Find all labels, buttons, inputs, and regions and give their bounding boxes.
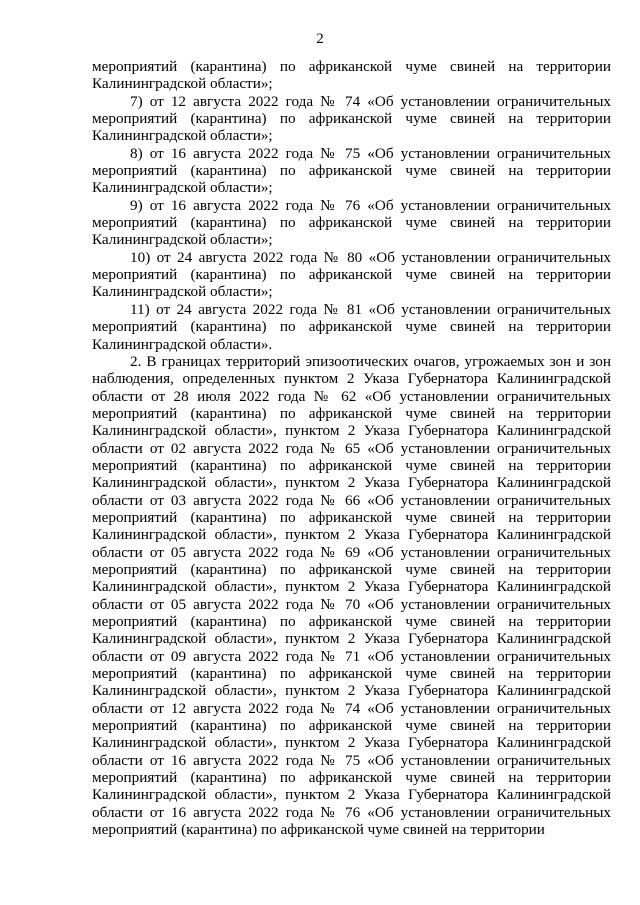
list-item-9: 9) от 16 августа 2022 года № 76 «Об установлении ограничительных мероприятий (карантина) по африканской чуме свиней на территории Калининградской области»;: [92, 196, 611, 249]
list-item-8: 8) от 16 августа 2022 года № 75 «Об установлении ограничительных мероприятий (карантина) по африканской чуме свиней на территории Калининградской области»;: [92, 144, 611, 197]
document-body: [92, 58, 611, 838]
list-item-7: 7) от 12 августа 2022 года № 74 «Об установлении ограничительных мероприятий (карантина) по африканской чуме свиней на территории Калининградской области»;: [92, 92, 611, 145]
list-item-10: 10) от 24 августа 2022 года № 80 «Об установлении ограничительных мероприятий (карантина) по африканской чуме свиней на территории Калининградской области»;: [92, 248, 611, 301]
paragraph-continuation: мероприятий (карантина) по африканской чуме свиней на территории Калининградской области»;: [92, 58, 611, 93]
page-number: 2: [316, 31, 324, 47]
list-item-11: 11) от 24 августа 2022 года № 81 «Об установлении ограничительных мероприятий (карантина) по африканской чуме свиней на территории Калининградской области».: [92, 300, 611, 353]
clause-2-paragraph: 2. В границах территорий эпизоотических очагов, угрожаемых зон и зон наблюдения, определенных пунктом 2 Указа Губернатора Калининградской области от 28 июля 2022 года № 62 «Об установлении ограничительных мероприятий (карантина) по африканской чуме свиней на территории Калининградской области», пунктом 2 Указа Губернатора Калининградской области от 02 августа 2022 года № 65 «Об установлении ограничительных мероприятий (карантина) по африканской чуме свиней на территории Калининградской области», пунктом 2 Указа Губернатора Калининградской области от 03 августа 2022 года № 66 «Об установлении ограничительных мероприятий (карантина) по африканской чуме свиней на территории Калининградской области», пунктом 2 Указа Губернатора Калининградской области от 05 августа 2022 года № 69 «Об установлении ограничительных мероприятий (карантина) по африканской чуме свиней на территории Калининградской области», пунктом 2 Указа Губернатора Калининградской области от 05 августа 2022 года № 70 «Об установлении ограничительных мероприятий (карантина) по африканской чуме свиней на территории Калининградской области», пунктом 2 Указа Губернатора Калининградской области от 09 августа 2022 года № 71 «Об установлении ограничительных мероприятий (карантина) по африканской чуме свиней на территории Калининградской области», пунктом 2 Указа Губернатора Калининградской области от 12 августа 2022 года № 74 «Об установлении ограничительных мероприятий (карантина) по африканской чуме свиней на территории Калининградской области», пунктом 2 Указа Губернатора Калининградской области от 16 августа 2022 года № 75 «Об установлении ограничительных мероприятий (карантина) по африканской чуме свиней на территории Калининградской области», пунктом 2 Указа Губернатора Калининградской области от 16 августа 2022 года № 76 «Об установлении ограничительных мероприятий (карантина) по африканской чуме свиней на территории: [92, 352, 611, 839]
